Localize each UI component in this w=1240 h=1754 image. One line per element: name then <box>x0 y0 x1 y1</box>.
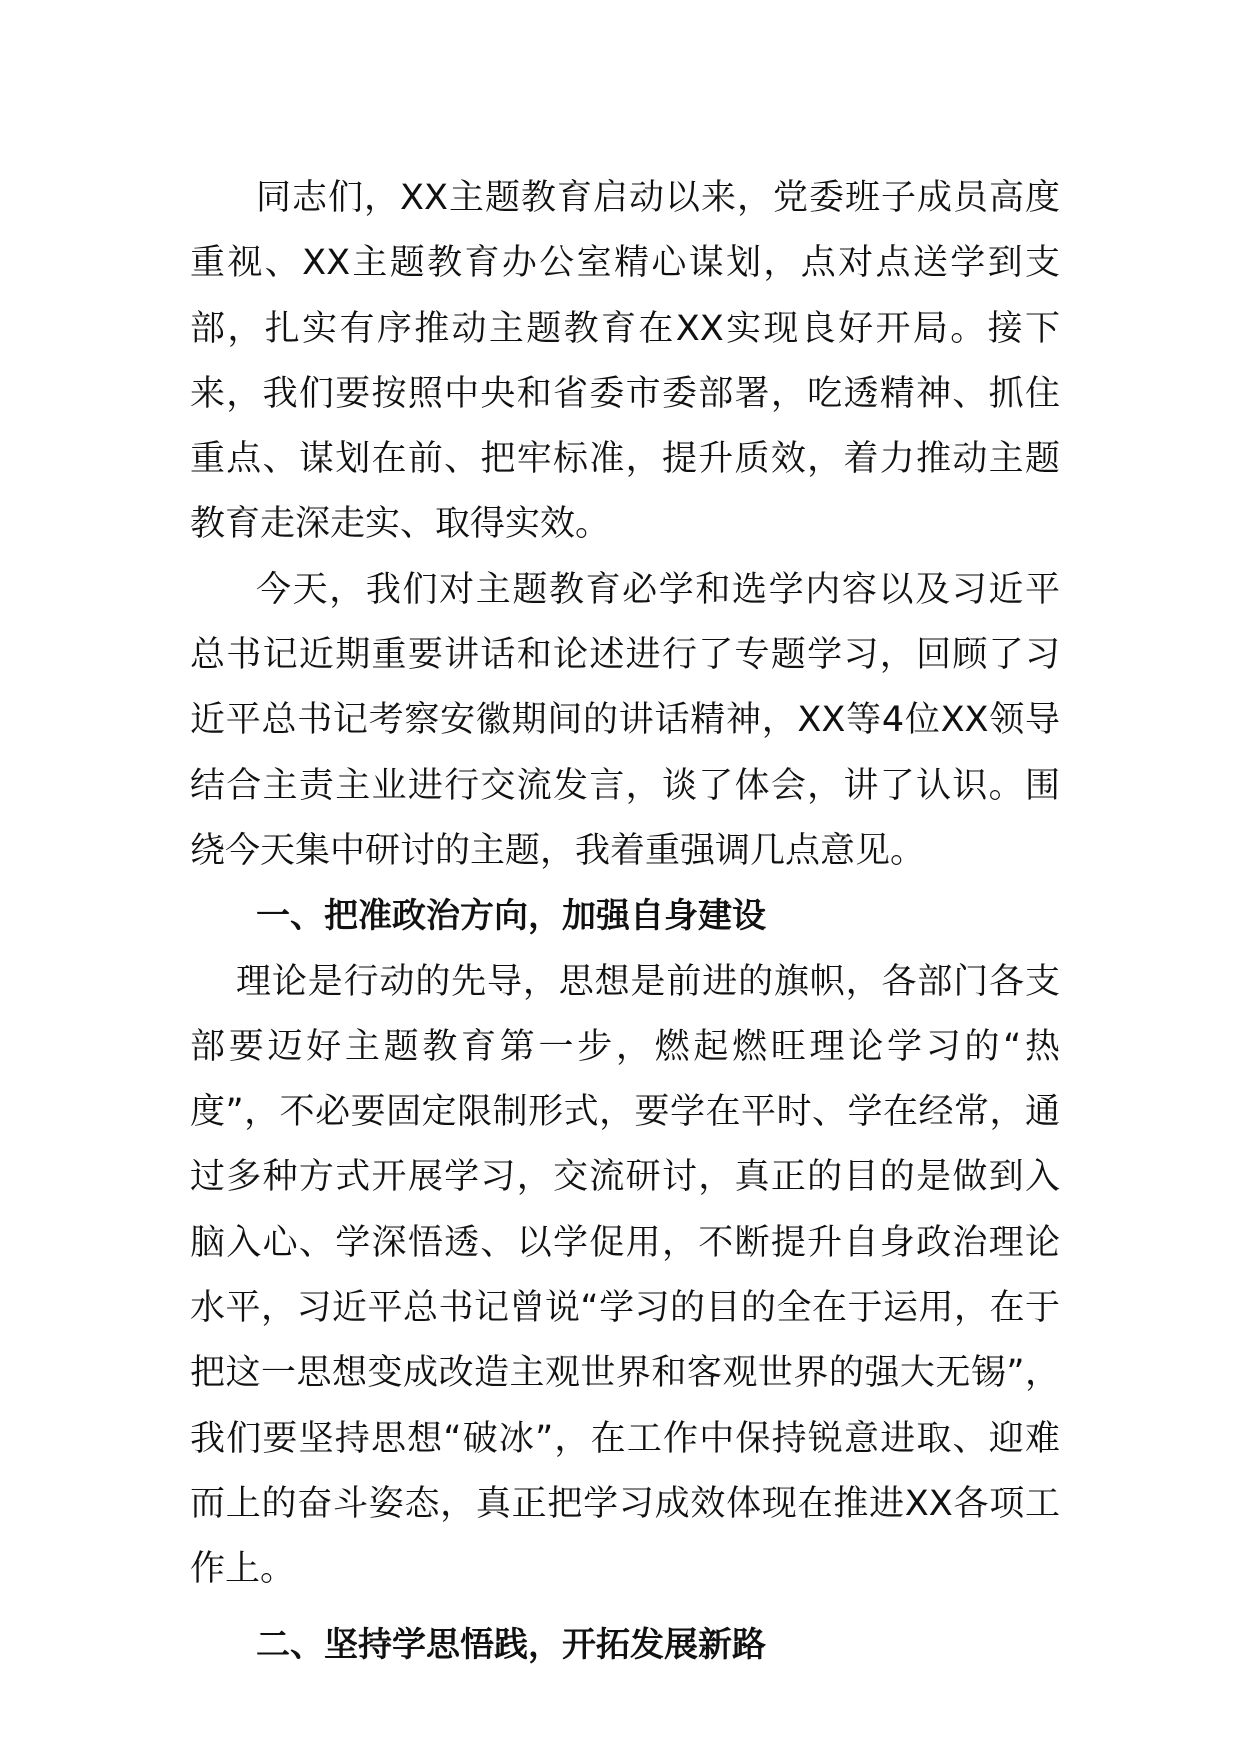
paragraph-theory: 理论是行动的先导，思想是前进的旗帜，各部门各支部要迈好主题教育第一步，燃起燃旺理论学习的“热度”，不必要固定限制形式，要学在平时、学在经常，通过多种方式开展学习，交流研讨，真正的目的是做到入脑入心、学深悟透、以学促用，不断提升自身政治理论水平，习近平总书记曾说“学习的目的全在于运用，在于把这一思想变成改造主观世界和客观世界的强大无锡”，我们要坚持思想“破冰”，在工作中保持锐意进取、迎难而上的奋斗姿态，真正把学习成效体现在推进XX各项工作上。 <box>190 961 1060 1590</box>
document-body <box>190 166 1060 1678</box>
spacer <box>190 1603 1060 1613</box>
section-heading-2: 二、坚持学思悟践，开拓发展新路 <box>256 1624 766 1665</box>
paragraph-study-review: 今天，我们对主题教育必学和选学内容以及习近平总书记近期重要讲话和论述进行了专题学习，回顾了习近平总书记考察安徽期间的讲话精神，XX等4位XX领导结合主责主业进行交流发言，谈了体会，讲了认识。围绕今天集中研讨的主题，我着重强调几点意见。 <box>190 569 1060 871</box>
paragraph-opening: 同志们，XX主题教育启动以来，党委班子成员高度重视、XX主题教育办公室精心谋划，点对点送学到支部，扎实有序推动主题教育在XX实现良好开局。接下来，我们要按照中央和省委市委部署，吃透精神、抓住重点、谋划在前、把牢标准，提升质效，着力推动主题教育走深走实、取得实效。 <box>190 178 1060 545</box>
section-heading-1: 一、把准政治方向，加强自身建设 <box>256 896 766 937</box>
